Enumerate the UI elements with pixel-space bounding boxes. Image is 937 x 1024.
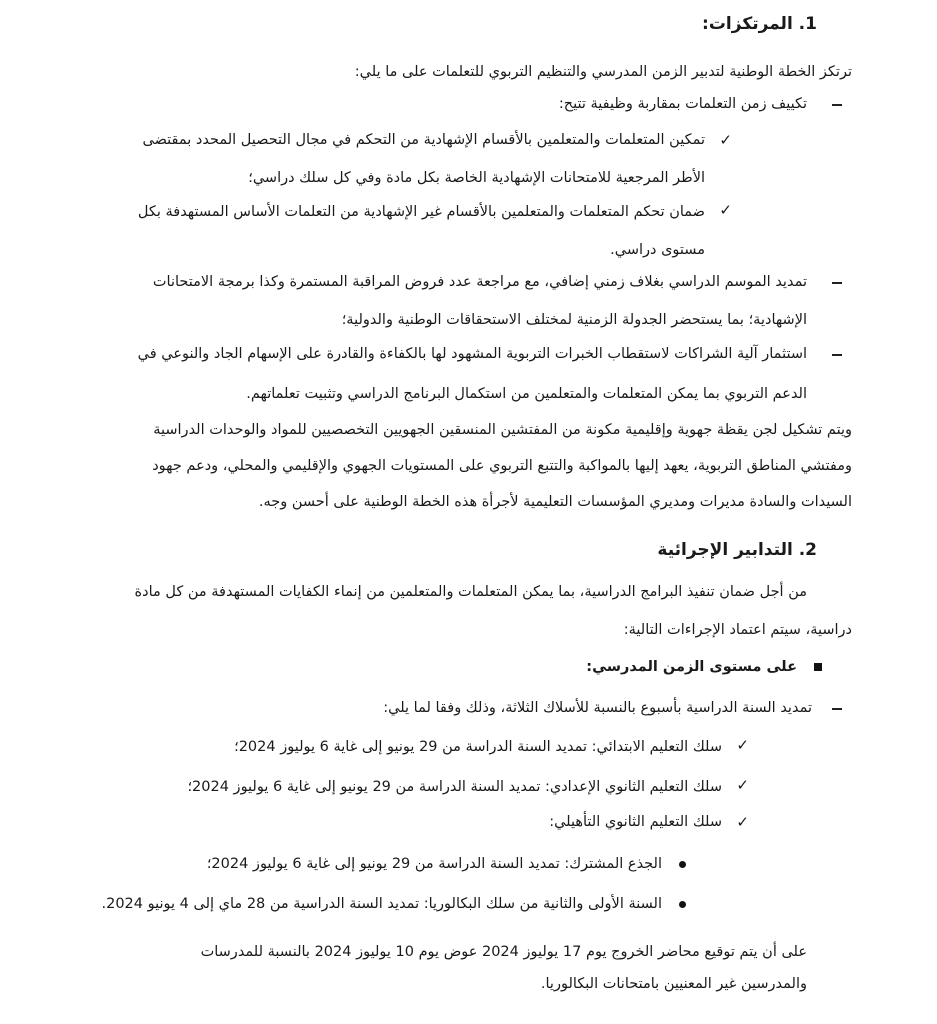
section2-intro-line2: دراسية، سيتم اعتماد الإجراءات التالية:	[623, 622, 852, 638]
section1-para-line2: ومفتشي المناطق التربوية، يعهد إليها بالمواكبة والتتبع التربوي على المستويات الجهوي والإقليمي والمحلي، ودعم جهود	[152, 458, 852, 474]
section1-check1-line2: الأطر المرجعية للامتحانات الإشهادية الخاصة بكل مادة وفي كل سلك دراسي؛	[248, 170, 705, 186]
section1-check2-line2: مستوى دراسي.	[610, 242, 705, 258]
section1-bullet1: تكييف زمن التعلمات بمقاربة وظيفية تتيح:	[558, 96, 807, 112]
section2-dot-common: الجذع المشترك: تمديد السنة الدراسة من 29 يونيو إلى غاية 6 يوليوز 2024؛	[206, 856, 662, 872]
section2-closing-line2: والمدرسين غير المعنيين بامتحانات البكالوريا.	[540, 976, 807, 992]
section1-para-line3: السيدات والسادة مديرات ومديري المؤسسات التعليمية لأجرأة هذه الخطة الوطنية على أحسن وجه.	[258, 494, 852, 510]
check-icon: ✓	[719, 201, 732, 219]
section2-intro-line1: من أجل ضمان تنفيذ البرامج الدراسية، بما يمكن المتعلمات والمتعلمين من إنماء الكفايات المستهدفة من كل مادة	[134, 584, 807, 600]
section1-heading: 1. المرتكزات:	[702, 14, 817, 34]
section1-bullet3-line1: استثمار آلية الشراكات لاستقطاب الخبرات التربوية المشهود لها بالكفاءة والقادرة على الإسهام الجاد والنوعي في	[137, 346, 807, 362]
section1-bullet2-line1: تمديد الموسم الدراسي بغلاف زمني إضافي، مع مراجعة عدد فروض المراقبة المستمرة وكذا برمجة الامتحانات	[152, 274, 807, 290]
section2-check-primary: سلك التعليم الابتدائي: تمديد السنة الدراسة من 29 يونيو إلى غاية 6 يوليوز 2024؛	[234, 739, 722, 755]
dash-bullet	[832, 708, 842, 710]
dash-bullet	[832, 282, 842, 284]
section2-closing-line1: على أن يتم توقيع محاضر الخروج يوم 17 يوليوز 2024 عوض يوم 10 يوليوز 2024 بالنسبة للمدرسات	[200, 944, 807, 960]
section2-check-middle: سلك التعليم الثانوي الإعدادي: تمديد السنة الدراسة من 29 يونيو إلى غاية 6 يوليوز 2024؛	[187, 779, 722, 795]
section2-heading: 2. التدابير الإجرائية	[657, 540, 817, 560]
dot-bullet	[679, 901, 686, 908]
section1-bullet2-line2: الإشهادية؛ بما يستحضر الجدولة الزمنية لمختلف الاستحقاقات الوطنية والدولية؛	[341, 312, 807, 328]
section2-dot-bac: السنة الأولى والثانية من سلك البكالوريا: تمديد السنة الدراسية من 28 ماي إلى 4 يونيو 2024.	[101, 896, 662, 912]
check-icon: ✓	[736, 813, 749, 831]
section2-subheading: على مستوى الزمن المدرسي:	[586, 659, 797, 675]
section1-intro: ترتكز الخطة الوطنية لتدبير الزمن المدرسي والتنظيم التربوي للتعلمات على ما يلي:	[354, 64, 852, 80]
section1-bullet3-line2: الدعم التربوي بما يمكن المتعلمات والمتعلمين من استكمال البرنامج الدراسي وتثبيت تعلماتهم.	[246, 386, 807, 402]
section1-para-line1: ويتم تشكيل لجن يقظة جهوية وإقليمية مكونة من المفتشين المنسقين الجهويين التخصصيين للمواد والوحدات الدراسية	[153, 422, 852, 438]
dash-bullet	[832, 354, 842, 356]
square-bullet	[814, 663, 822, 671]
section1-check1-line1: تمكين المتعلمات والمتعلمين بالأقسام الإشهادية من التحكم في مجال التحصيل المحدد بمقتضى	[142, 132, 705, 148]
dash-bullet	[832, 104, 842, 106]
dot-bullet	[679, 861, 686, 868]
check-icon: ✓	[719, 131, 732, 149]
section1-check2-line1: ضمان تحكم المتعلمات والمتعلمين بالأقسام غير الإشهادية من التعلمات الأساس المستهدفة بكل	[137, 204, 705, 220]
section2-check-high: سلك التعليم الثانوي التأهيلي:	[549, 814, 722, 830]
check-icon: ✓	[736, 736, 749, 754]
section2-dash1: تمديد السنة الدراسية بأسبوع بالنسبة للأسلاك الثلاثة، وذلك وفقا لما يلي:	[383, 700, 812, 716]
check-icon: ✓	[736, 776, 749, 794]
